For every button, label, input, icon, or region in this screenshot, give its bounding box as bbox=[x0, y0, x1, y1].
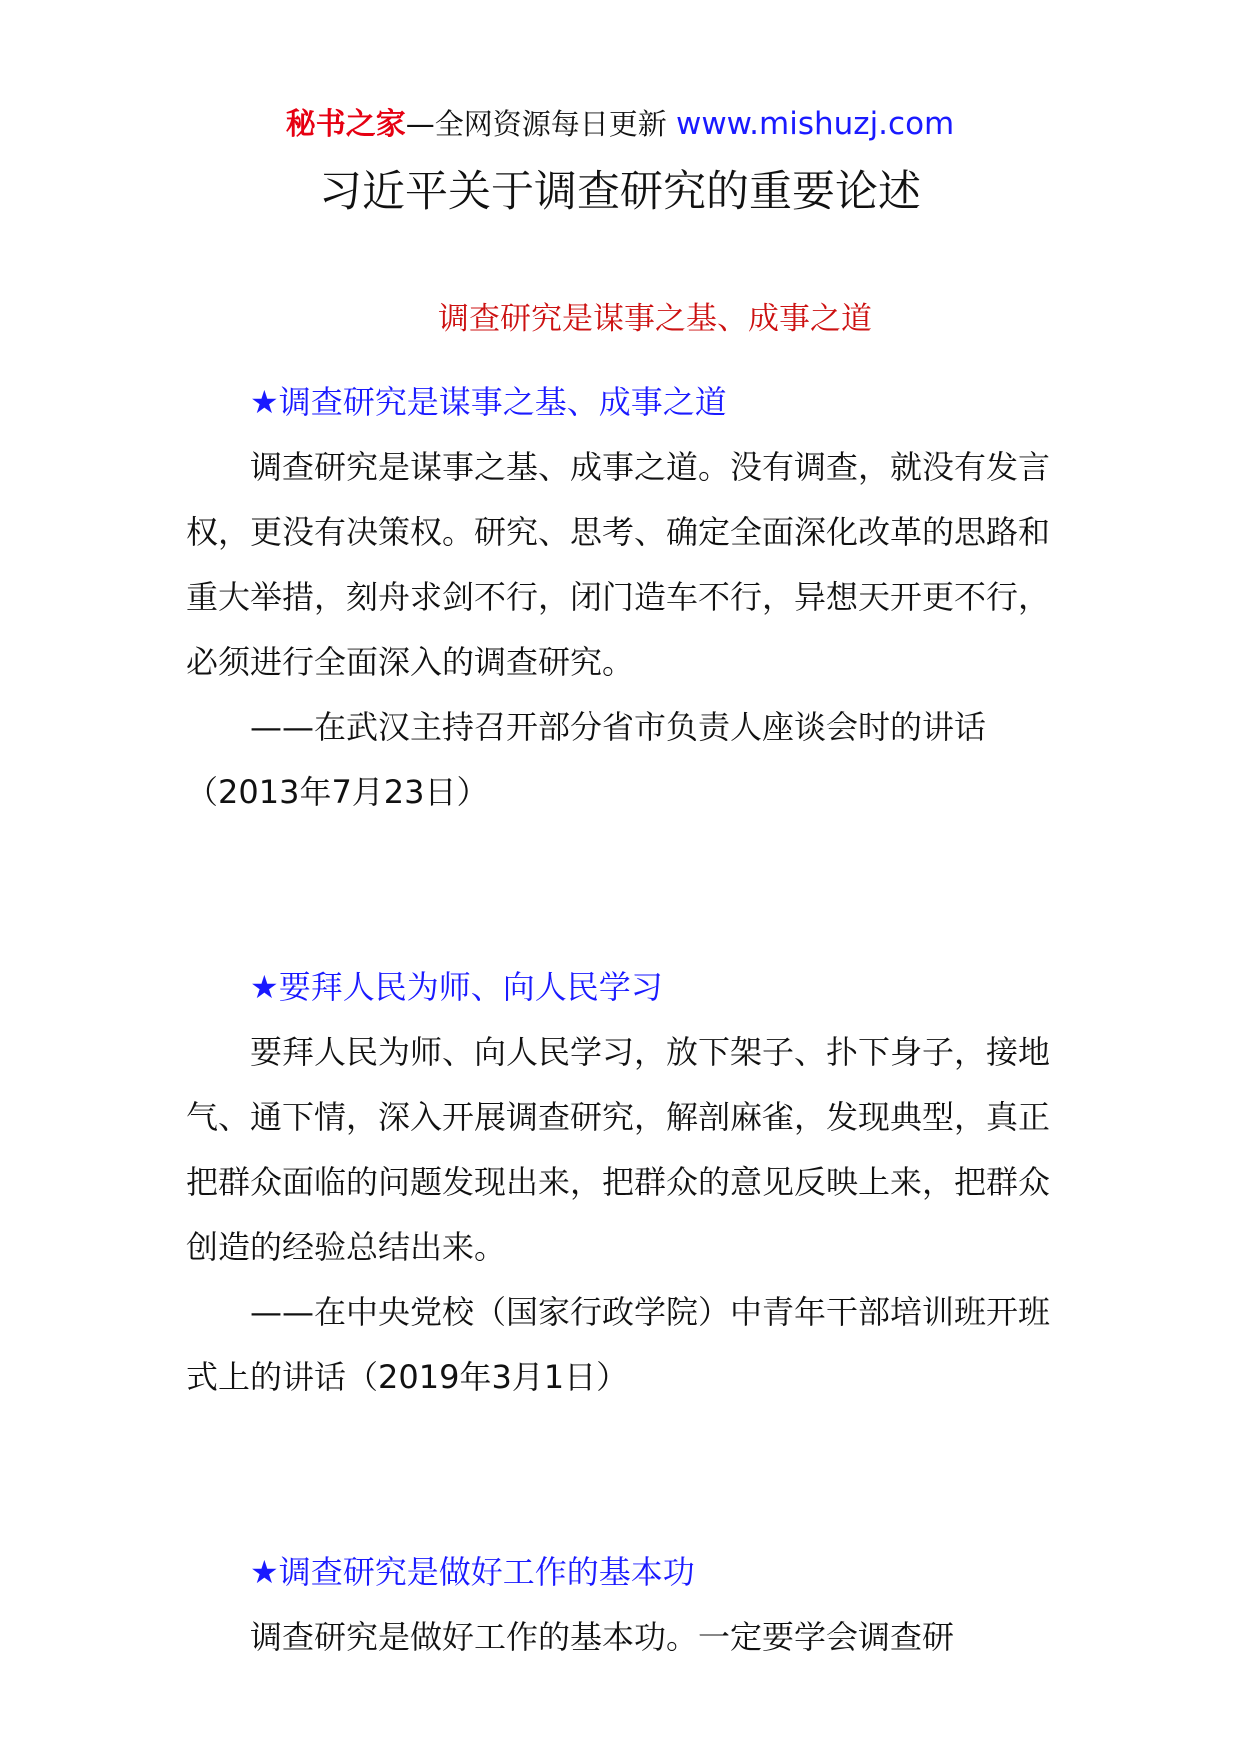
star-icon: ★ bbox=[250, 1553, 279, 1591]
section-heading bbox=[186, 370, 1058, 435]
document-title: 习近平关于调查研究的重要论述 bbox=[319, 167, 921, 217]
section-source: ——在中央党校（国家行政学院）中青年干部培训班开班式上的讲话（2019年3月1日） bbox=[186, 1293, 1051, 1396]
document-body bbox=[186, 370, 1058, 1670]
section-source: ——在武汉主持召开部分省市负责人座谈会时的讲话（2013年7月23日） bbox=[186, 708, 987, 811]
section-paragraph: 调查研究是谋事之基、成事之道。没有调查，就没有发言权，更没有决策权。研究、思考、确定全面深化改革的思路和重大举措，刻舟求剑不行，闭门造车不行，异想天开更不行，必须进行全面深入的调查研究。 bbox=[186, 448, 1051, 681]
site-url-link[interactable]: www.mishuzj.com bbox=[675, 106, 955, 142]
section-heading-text: 调查研究是做好工作的基本功 bbox=[278, 1553, 695, 1591]
section-3 bbox=[186, 1540, 1058, 1670]
site-tagline: —全网资源每日更新 bbox=[405, 107, 667, 141]
section-heading bbox=[186, 955, 1058, 1020]
section-spacer bbox=[186, 825, 1058, 955]
section-heading-text: 要拜人民为师、向人民学习 bbox=[278, 968, 663, 1006]
section-2 bbox=[186, 955, 1058, 1410]
section-heading-text: 调查研究是谋事之基、成事之道 bbox=[278, 383, 727, 421]
section-paragraph: 调查研究是做好工作的基本功。一定要学会调查研 bbox=[250, 1618, 955, 1656]
section-heading bbox=[186, 1540, 1058, 1605]
section-paragraph: 要拜人民为师、向人民学习，放下架子、扑下身子，接地气、通下情，深入开展调查研究，解剖麻雀，发现典型，真正把群众面临的问题发现出来，把群众的意见反映上来，把群众创造的经验总结出来。 bbox=[186, 1033, 1051, 1266]
document-subtitle: 调查研究是谋事之基、成事之道 bbox=[438, 301, 872, 337]
site-brand: 秘书之家 bbox=[285, 107, 406, 142]
star-icon: ★ bbox=[250, 383, 279, 421]
section-1 bbox=[186, 370, 1058, 825]
star-icon: ★ bbox=[250, 968, 279, 1006]
site-banner bbox=[0, 102, 1240, 147]
section-spacer bbox=[186, 1410, 1058, 1540]
